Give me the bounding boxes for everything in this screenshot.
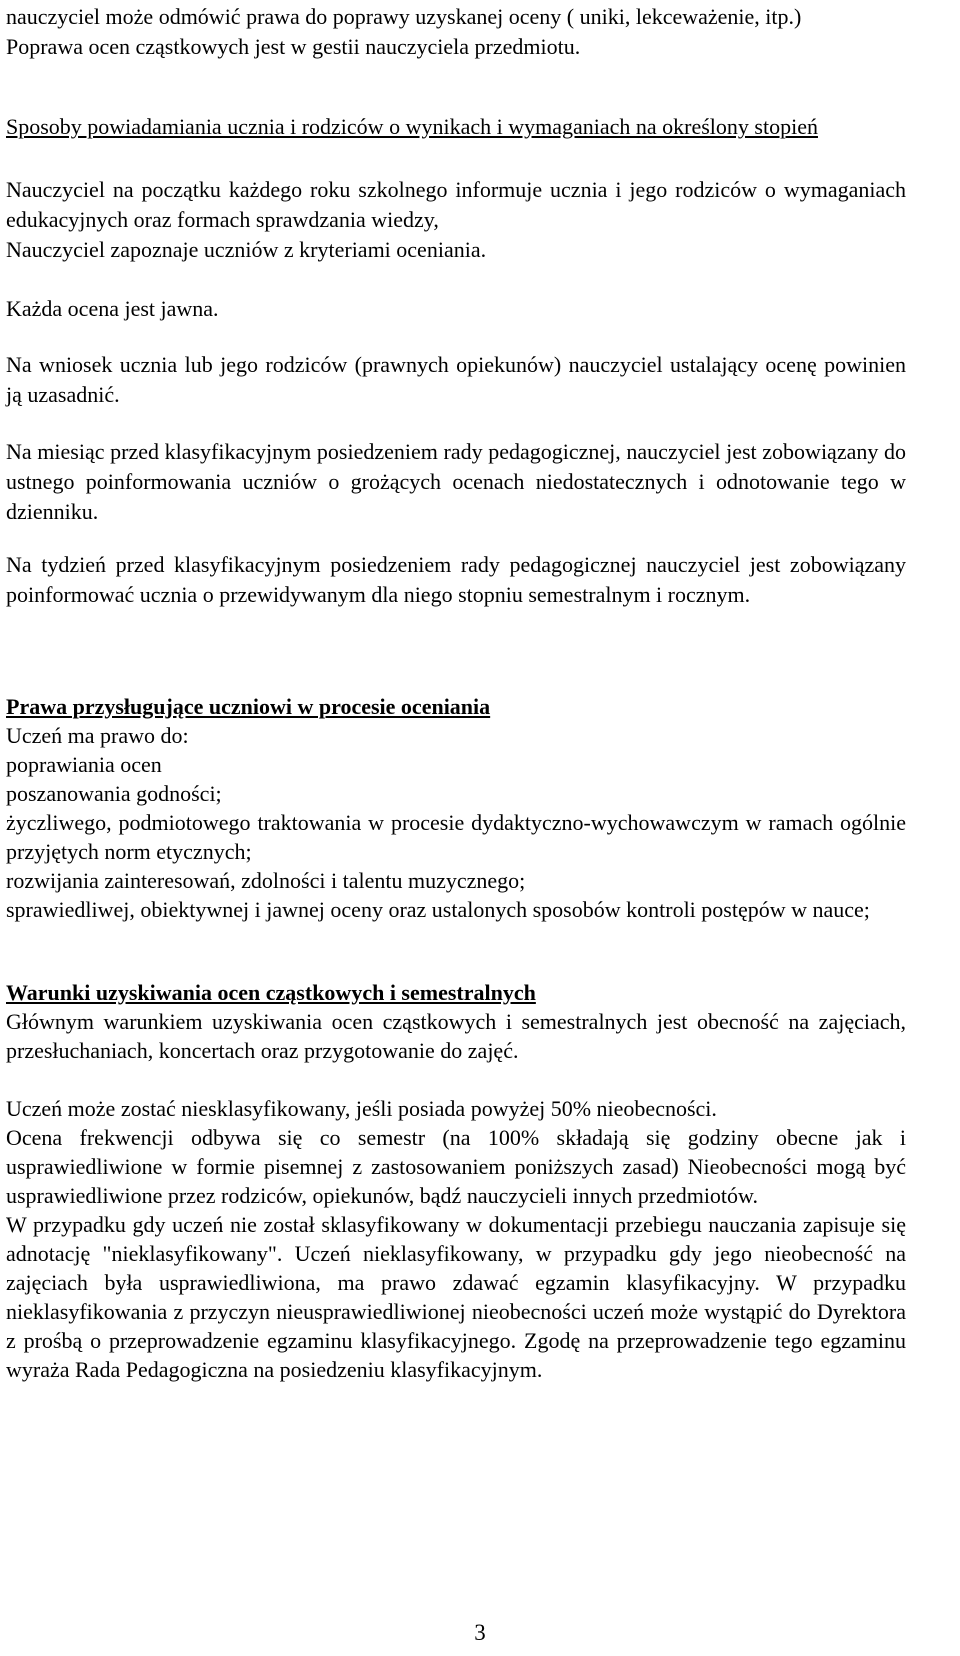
conditions-section	[6, 978, 906, 1065]
notify-paragraph-1b	[6, 235, 906, 265]
top-continuation	[6, 2, 906, 62]
rights-section	[6, 692, 906, 924]
notify-section	[6, 112, 906, 142]
rights-intro: Uczeń ma prawo do:	[6, 723, 189, 748]
notify-paragraph-2	[6, 294, 906, 324]
notify-paragraph-1	[6, 175, 906, 235]
conditions-p4: W przypadku gdy uczeń nie został sklasyfikowany w dokumentacji przebiegu nauczania zapisuje się adnotację "nieklasyfikowany". Uczeń nieklasyfikowany, w przypadku gdy jego nieobecność na zajęciach była usprawiedliwiona, ma prawo zdawać egzamin klasyfikacyjny. W przypadku nieklasyfikowania z przyczyn nieusprawiedliwionej nieobecności uczeń może wystąpić do Dyrektora z prośbą o przeprowadzenie egzaminu klasyfikacyjnego. Zgodę na przeprowadzenie tego egzaminu wyraża Rada Pedagogiczna na posiedzeniu klasyfikacyjnym.	[6, 1212, 906, 1382]
rights-item-3: życzliwego, podmiotowego traktowania w procesie dydaktyczno-wychowawczym w ramach ogólnie przyjętych norm etycznych;	[6, 810, 906, 864]
conditions-section-2	[6, 1094, 906, 1384]
notify-paragraph-4	[6, 437, 906, 527]
conditions-p3: Ocena frekwencji odbywa się co semestr (na 100% składają się godziny obecne jak i usprawiedliwione w formie pisemnej z zastosowaniem poniższych zasad) Nieobecności mogą być usprawiedliwione przez rodziców, opiekunów, bądź nauczycieli innych przedmiotów.	[6, 1125, 906, 1208]
conditions-p1: Głównym warunkiem uzyskiwania ocen cząstkowych i semestralnych jest obecność na zajęciach, przesłuchaniach, koncertach oraz przygotowanie do zajęć.	[6, 1009, 906, 1063]
notify-heading: Sposoby powiadamiania ucznia i rodziców o wynikach i wymaganiach na określony stopień	[6, 114, 818, 139]
notify-paragraph-5	[6, 550, 906, 610]
rights-item-4: rozwijania zainteresowań, zdolności i talentu muzycznego;	[6, 868, 526, 893]
notify-paragraph-3	[6, 350, 906, 410]
rights-heading: Prawa przysługujące uczniowi w procesie oceniania	[6, 694, 491, 719]
conditions-p2: Uczeń może zostać niesklasyfikowany, jeśli posiada powyżej 50% nieobecności.	[6, 1096, 717, 1121]
notify-p5: Na tydzień przed klasyfikacyjnym posiedzeniem rady pedagogicznej nauczyciel jest zobowiązany poinformować ucznia o przewidywanym dla niego stopniu semestralnym i rocznym.	[6, 552, 906, 607]
notify-p4: Na miesiąc przed klasyfikacyjnym posiedzeniem rady pedagogicznej, nauczyciel jest zobowiązany do ustnego poinformowania uczniów o grożących ocenach niedostatecznych i odnotowanie tego w dzienniku.	[6, 439, 906, 524]
notify-p2: Każda ocena jest jawna.	[6, 296, 219, 321]
notify-p1b: Nauczyciel zapoznaje uczniów z kryteriami oceniania.	[6, 237, 487, 262]
rights-item-1: poprawiania ocen	[6, 752, 162, 777]
conditions-heading: Warunki uzyskiwania ocen cząstkowych i semestralnych	[6, 980, 536, 1005]
notify-p3: Na wniosek ucznia lub jego rodziców (prawnych opiekunów) nauczyciel ustalający ocenę powinien ją uzasadnić.	[6, 352, 906, 407]
notify-p1: Nauczyciel na początku każdego roku szkolnego informuje ucznia i jego rodziców o wymaganiach edukacyjnych oraz formach sprawdzania wiedzy,	[6, 177, 906, 232]
rights-item-5: sprawiedliwej, obiektywnej i jawnej oceny oraz ustalonych sposobów kontroli postępów w nauce;	[6, 897, 870, 922]
top-line-1: nauczyciel może odmówić prawa do poprawy uzyskanej oceny ( uniki, lekceważenie, itp.)	[6, 4, 802, 29]
top-line-2: Poprawa ocen cząstkowych jest w gestii nauczyciela przedmiotu.	[6, 34, 581, 59]
page-number: 3	[474, 1620, 486, 1645]
rights-item-2: poszanowania godności;	[6, 781, 222, 806]
